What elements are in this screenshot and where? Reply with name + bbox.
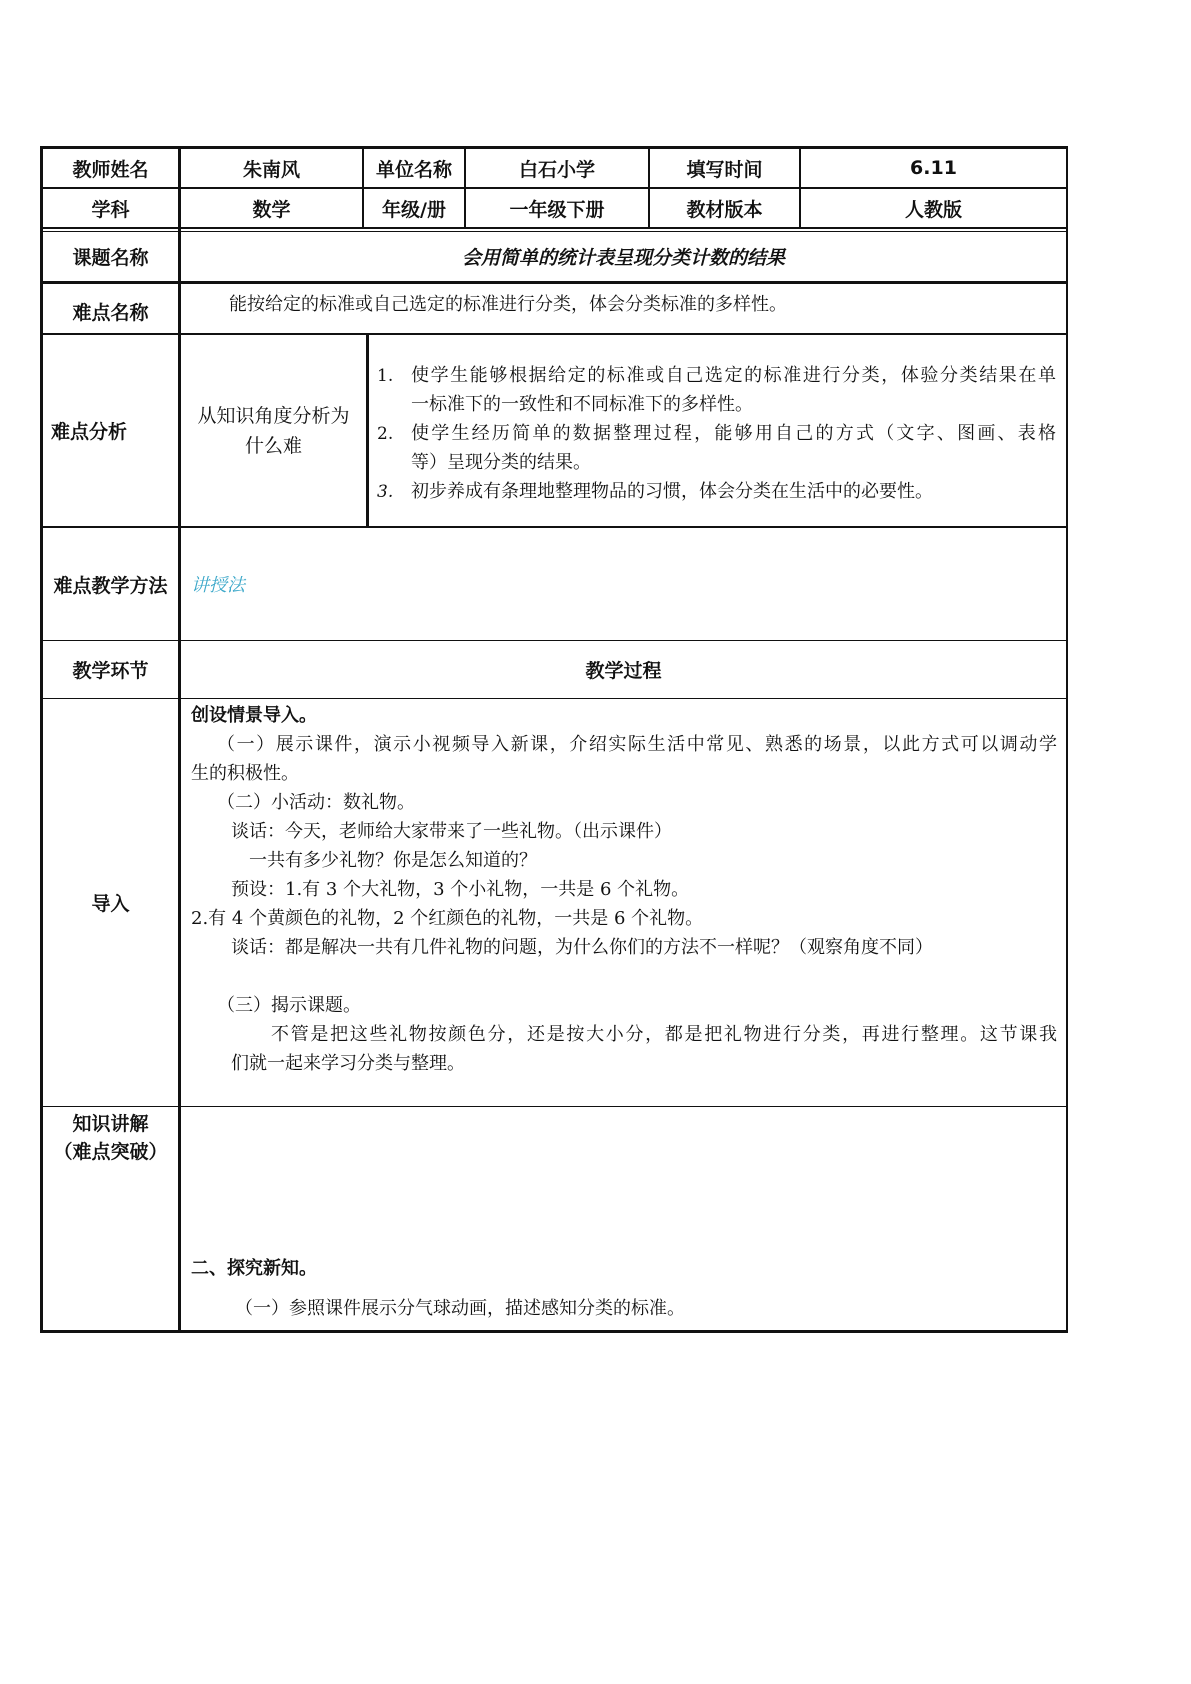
analysis-item-3-num: 3. xyxy=(377,482,394,502)
intro-preset2: 2.有 4 个黄颜色的礼物，2 个红颜色的礼物，一共是 6 个礼物。 xyxy=(191,908,704,929)
edition-label: 教材版本 xyxy=(686,198,763,221)
analysis-divider xyxy=(366,334,369,527)
intro-p1-line1: （一）展示课件，演示小视频导入新课，介绍实际生活中常见、熟悉的场景，以此方式可以调动学 xyxy=(217,734,1057,755)
row-line-5 xyxy=(40,526,1068,528)
analysis-item-3-line1: 初步养成有条理地整理物品的习惯，体会分类在生活中的必要性。 xyxy=(411,481,933,502)
intro-p1-line2: 生的积极性。 xyxy=(191,763,299,784)
difficulty-label: 难点名称 xyxy=(72,302,149,324)
knowledge-label xyxy=(43,1108,178,1168)
stage-header: 教学环节 xyxy=(72,660,149,682)
unit-name-value: 白石小学 xyxy=(518,158,595,181)
intro-question: 一共有多少礼物？你是怎么知道的？ xyxy=(249,850,537,871)
knowledge-label-line2: （难点突破） xyxy=(53,1141,168,1163)
analysis-item-2-line2: 等）呈现分类的结果。 xyxy=(411,452,591,473)
teacher-name-value: 朱南风 xyxy=(242,158,300,181)
label-column-divider xyxy=(178,146,181,1330)
knowledge-label-line1: 知识讲解 xyxy=(72,1113,149,1135)
intro-p3-line2: 们就一起来学习分类与整理。 xyxy=(231,1053,465,1074)
process-header: 教学过程 xyxy=(585,660,662,682)
analysis-label: 难点分析 xyxy=(51,421,128,443)
table-border-right xyxy=(1066,146,1068,1330)
analysis-item-1-num: 1. xyxy=(377,366,394,386)
row-line-7 xyxy=(40,698,1068,699)
analysis-sub-label-line2: 什么难 xyxy=(244,434,302,457)
row-line-2 xyxy=(40,227,1068,229)
fill-date-value: 6.11 xyxy=(910,157,957,179)
analysis-sub-label-line1: 从知识角度分析为 xyxy=(197,404,350,427)
unit-name-label: 单位名称 xyxy=(375,158,452,181)
row-line-8 xyxy=(40,1106,1068,1107)
subject-label: 学科 xyxy=(91,198,130,221)
row-line-3 xyxy=(40,281,1068,284)
analysis-sub-label xyxy=(181,335,366,526)
intro-talk2: 谈话：都是解决一共有几件礼物的问题，为什么你们的方法不一样呢？（观察角度不同） xyxy=(231,937,933,958)
intro-p3: （三）揭示课题。 xyxy=(217,995,361,1016)
method-value: 讲授法 xyxy=(191,575,245,596)
intro-p3-line1: 不管是把这些礼物按颜色分，还是按大小分，都是把礼物进行分类，再进行整理。这节课我 xyxy=(271,1024,1057,1045)
fill-date-label: 填写时间 xyxy=(686,158,763,181)
teacher-name-label: 教师姓名 xyxy=(72,158,149,181)
method-label: 难点教学方法 xyxy=(53,574,168,597)
topic-label: 课题名称 xyxy=(72,247,149,269)
intro-title: 创设情景导入。 xyxy=(191,705,317,726)
intro-label: 导入 xyxy=(91,893,130,915)
analysis-item-1-line1: 使学生能够根据给定的标准或自己选定的标准进行分类，体验分类结果在单 xyxy=(411,365,1056,386)
analysis-item-2-line1: 使学生经历简单的数据整理过程，能够用自己的方式（文字、图画、表格 xyxy=(411,423,1056,444)
analysis-item-1-line2: 一标准下的一致性和不同标准下的多样性。 xyxy=(411,394,753,415)
difficulty-value: 能按给定的标准或自己选定的标准进行分类，体会分类标准的多样性。 xyxy=(229,294,787,315)
edition-value: 人教版 xyxy=(904,198,962,221)
subject-value: 数学 xyxy=(252,198,291,221)
grade-value: 一年级下册 xyxy=(509,198,605,221)
intro-talk1: 谈话：今天，老师给大家带来了一些礼物。（出示课件） xyxy=(231,821,672,842)
grade-label: 年级/册 xyxy=(382,198,446,221)
intro-p2: （二）小活动：数礼物。 xyxy=(217,792,415,813)
intro-preset1: 预设：1.有 3 个大礼物，3 个小礼物，一共是 6 个礼物。 xyxy=(231,879,690,900)
analysis-item-2-num: 2. xyxy=(377,424,394,444)
knowledge-item-1: （一）参照课件展示分气球动画，描述感知分类的标准。 xyxy=(235,1298,685,1319)
table-border-bottom xyxy=(40,1330,1068,1333)
knowledge-section-title: 二、探究新知。 xyxy=(191,1258,317,1279)
topic-value: 会用简单的统计表呈现分类计数的结果 xyxy=(461,247,785,269)
